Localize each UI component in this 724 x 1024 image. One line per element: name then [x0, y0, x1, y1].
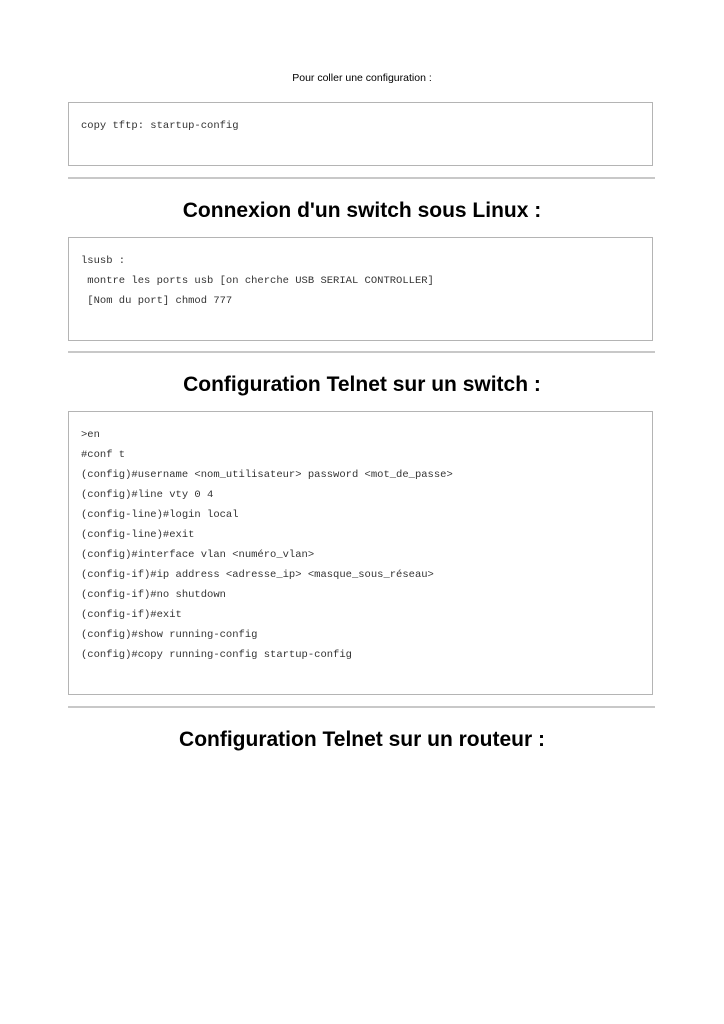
code-line: lsusb : — [81, 255, 126, 267]
code-line: >en — [81, 429, 100, 441]
intro-text: Pour coller une configuration : — [292, 72, 432, 84]
code-line: (config-if)#exit — [81, 609, 182, 621]
code-block-telnet-switch — [68, 411, 653, 695]
section-divider — [68, 706, 655, 708]
code-line: (config-line)#login local — [81, 509, 239, 521]
code-line: [Nom du port] chmod 777 — [81, 295, 233, 307]
code-line: (config)#line vty 0 4 — [81, 489, 214, 501]
section-title-telnet-switch: Configuration Telnet sur un switch : — [183, 373, 541, 396]
code-line: (config)#interface vlan <numéro_vlan> — [81, 549, 315, 561]
code-line: (config-if)#ip address <adresse_ip> <masque_sous_réseau> — [81, 569, 434, 581]
code-line: (config-if)#no shutdown — [81, 589, 226, 601]
code-line: (config)#show running-config — [81, 629, 258, 641]
code-line: copy tftp: startup-config — [81, 120, 239, 132]
code-block-paste-config — [68, 102, 653, 166]
section-divider — [68, 177, 655, 179]
code-line: montre les ports usb [on cherche USB SERIAL CONTROLLER] — [81, 275, 434, 287]
section-title-telnet-router: Configuration Telnet sur un routeur : — [179, 728, 545, 751]
code-block-linux — [68, 237, 653, 341]
code-line: (config)#username <nom_utilisateur> password <mot_de_passe> — [81, 469, 453, 481]
section-title-linux: Connexion d'un switch sous Linux : — [182, 199, 542, 222]
code-line: (config-line)#exit — [81, 529, 195, 541]
code-line: (config)#copy running-config startup-config — [81, 649, 352, 661]
code-line: #conf t — [81, 449, 126, 461]
section-divider — [68, 351, 655, 353]
